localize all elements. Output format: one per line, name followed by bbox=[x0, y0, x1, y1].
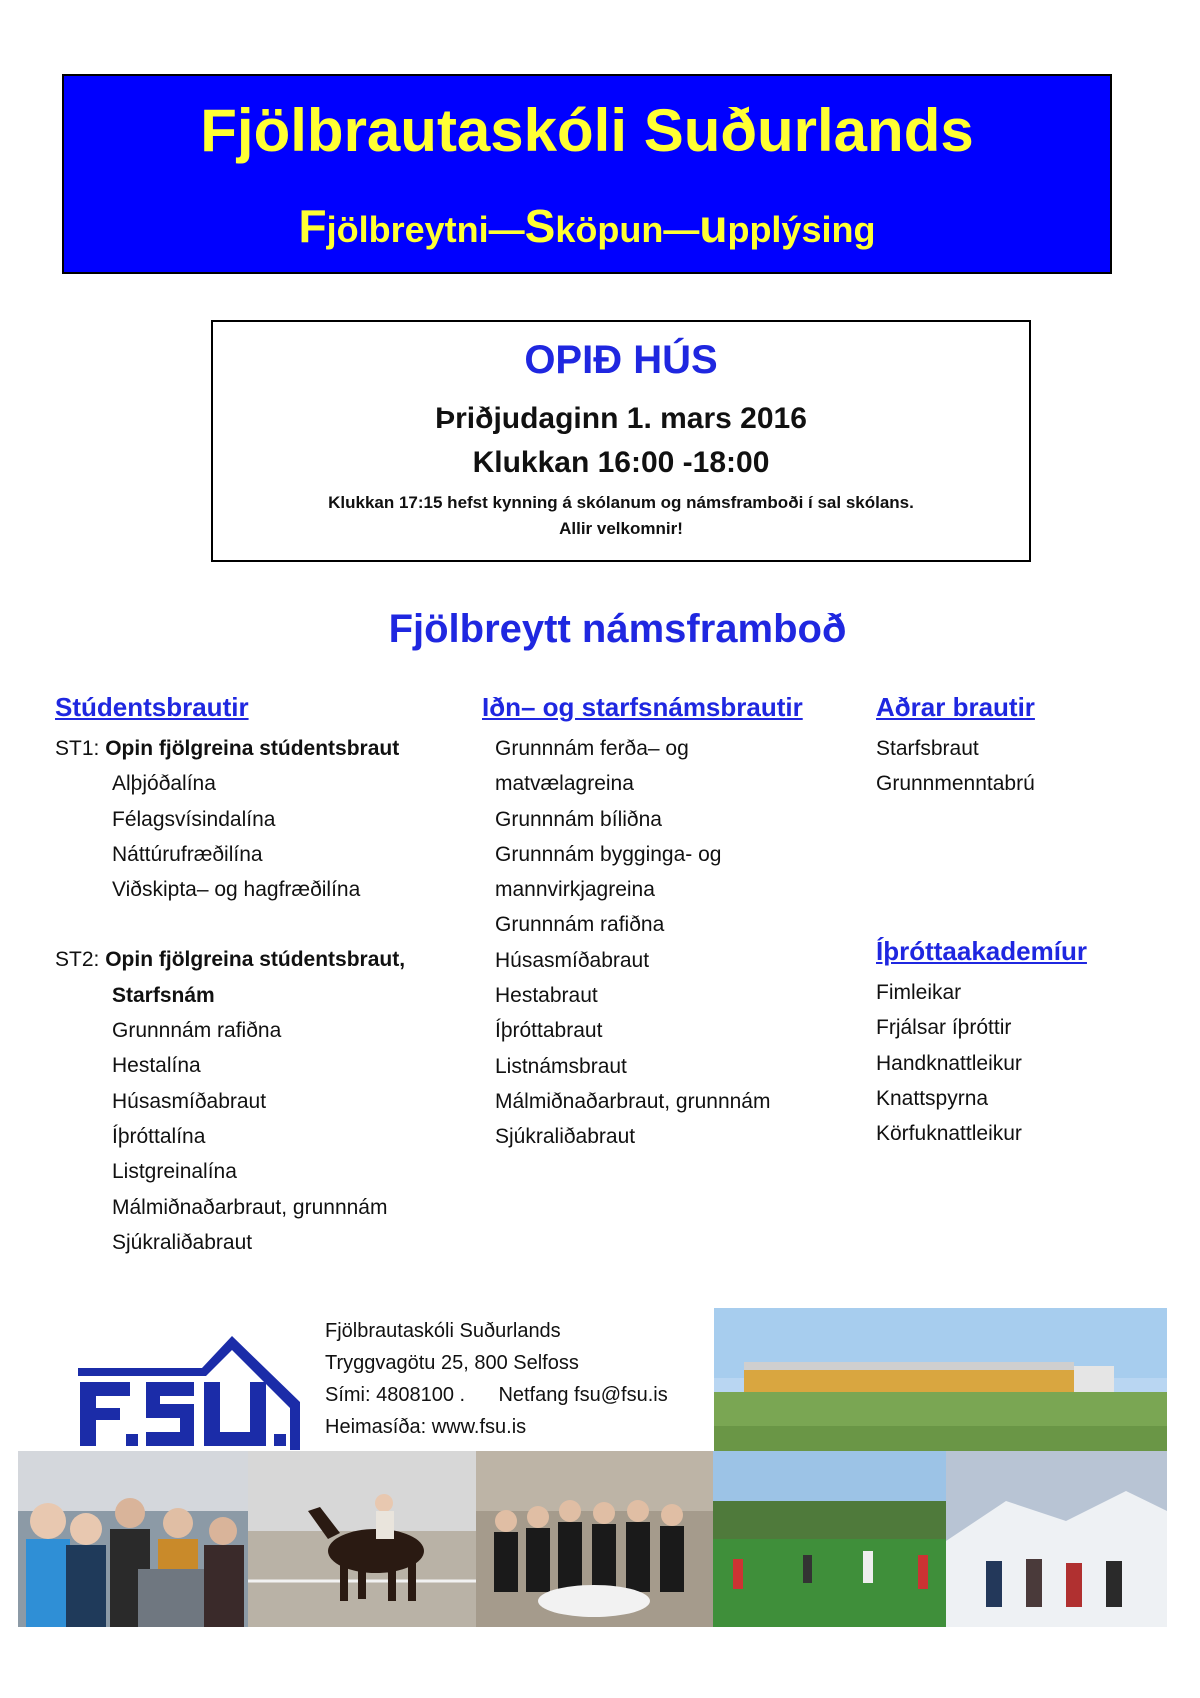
column-studentsbrautir bbox=[55, 691, 455, 1260]
program-st2: ST2: Opin fjölgreina stúdentsbraut, bbox=[55, 948, 406, 972]
school-motto bbox=[64, 200, 1110, 252]
list-item: Félagsvísindalína bbox=[112, 807, 276, 831]
list-item: Hestalína bbox=[112, 1054, 201, 1078]
spacer bbox=[55, 907, 455, 942]
list-item: Knattspyrna bbox=[876, 1086, 989, 1110]
column-heading[interactable]: Aðrar brautir bbox=[876, 692, 1035, 722]
column-akademiur bbox=[876, 935, 1176, 1151]
open-house-welcome: Allir velkomnir! bbox=[559, 519, 683, 538]
section-title: Fjölbreytt námsframboð bbox=[388, 607, 847, 651]
horse-riding-photo bbox=[248, 1451, 476, 1627]
list-item: Körfuknattleikur bbox=[876, 1122, 1022, 1146]
program-st2-subtitle: Starfsnám bbox=[112, 983, 215, 1007]
column-heading[interactable]: Iðn– og starfsnámsbrautir bbox=[482, 692, 803, 722]
list-item: Húsasmíðabraut bbox=[495, 948, 650, 972]
contact-name: Fjölbrautaskóli Suðurlands bbox=[325, 1320, 561, 1342]
list-item: matvælagreina bbox=[495, 772, 634, 796]
list-item: Listgreinalína bbox=[112, 1160, 237, 1184]
list-item: Fimleikar bbox=[876, 981, 962, 1004]
open-house-box bbox=[211, 320, 1031, 562]
list-item: Málmiðnaðarbraut, grunnnám bbox=[112, 1195, 388, 1219]
contact-line bbox=[325, 1379, 725, 1411]
football-photo bbox=[713, 1451, 946, 1627]
contact-web[interactable]: Heimasíða: www.fsu.is bbox=[325, 1416, 527, 1438]
mountain-hiking-photo bbox=[946, 1451, 1167, 1627]
list-item: Grunnnám rafiðna bbox=[112, 1019, 282, 1043]
list-item: Frjálsar íþróttir bbox=[876, 1016, 1012, 1040]
motto-word-3: pplýsing bbox=[727, 209, 876, 250]
list-item: Íþróttalína bbox=[112, 1124, 206, 1148]
list-item: Málmiðnaðarbraut, grunnnám bbox=[495, 1089, 771, 1113]
school-building-photo bbox=[714, 1308, 1167, 1451]
list-item: Grunnnám bygginga- og bbox=[495, 842, 722, 866]
contact-phone: Sími: 4808100 . bbox=[325, 1384, 466, 1406]
fsu-logo bbox=[74, 1330, 304, 1450]
list-item: Grunnmenntabrú bbox=[876, 772, 1035, 796]
list-item: Alþjóðalína bbox=[112, 772, 216, 796]
column-idn bbox=[482, 691, 862, 1155]
open-house-date: Þriðjudaginn 1. mars 2016 bbox=[435, 402, 807, 435]
students-photo bbox=[18, 1451, 248, 1627]
open-house-time: Klukkan 16:00 -18:00 bbox=[472, 446, 770, 479]
list-item: Starfsbraut bbox=[876, 737, 979, 760]
motto-word-2: köpun bbox=[555, 209, 664, 250]
list-item: Íþróttabraut bbox=[495, 1019, 603, 1043]
list-item: Grunnnám ferða– og bbox=[495, 737, 689, 760]
list-item: Viðskipta– og hagfræðilína bbox=[112, 878, 361, 902]
motto-cap-2: S bbox=[524, 200, 556, 252]
list-item: Sjúkraliðabraut bbox=[112, 1230, 253, 1254]
motto-cap-1: F bbox=[298, 200, 327, 252]
column-heading[interactable]: Stúdentsbrautir bbox=[55, 692, 249, 722]
motto-word-1: jölbreytni bbox=[326, 209, 489, 250]
open-house-title: OPIÐ HÚS bbox=[524, 338, 718, 382]
contact-address: Tryggvagötu 25, 800 Selfoss bbox=[325, 1352, 579, 1374]
school-title: Fjölbrautaskóli Suðurlands bbox=[200, 97, 974, 164]
motto-cap-3: u bbox=[699, 200, 728, 252]
contact-block bbox=[325, 1315, 725, 1443]
program-st1: ST1: Opin fjölgreina stúdentsbraut bbox=[55, 737, 400, 760]
list-item: mannvirkjagreina bbox=[495, 878, 655, 902]
motto-separator: — bbox=[663, 209, 700, 250]
list-item: Hestabraut bbox=[495, 984, 598, 1008]
list-item: Listnámsbraut bbox=[495, 1054, 627, 1078]
list-item: Grunnnám bíliðna bbox=[495, 807, 662, 831]
header-banner bbox=[62, 74, 1112, 274]
list-item: Sjúkraliðabraut bbox=[495, 1125, 636, 1149]
contact-email[interactable]: Netfang fsu@fsu.is bbox=[498, 1384, 668, 1406]
list-item: Handknattleikur bbox=[876, 1051, 1022, 1075]
list-item: Náttúrufræðilína bbox=[112, 842, 263, 866]
motto-separator: — bbox=[488, 209, 525, 250]
list-item: Grunnnám rafiðna bbox=[495, 913, 665, 937]
culinary-students-photo bbox=[476, 1451, 713, 1627]
open-house-note: Klukkan 17:15 hefst kynning á skólanum og námsframboði í sal skólans. bbox=[328, 493, 914, 512]
column-adrar bbox=[876, 691, 1176, 802]
column-heading[interactable]: Íþróttaakademíur bbox=[876, 936, 1087, 966]
list-item: Húsasmíðabraut bbox=[112, 1089, 267, 1113]
